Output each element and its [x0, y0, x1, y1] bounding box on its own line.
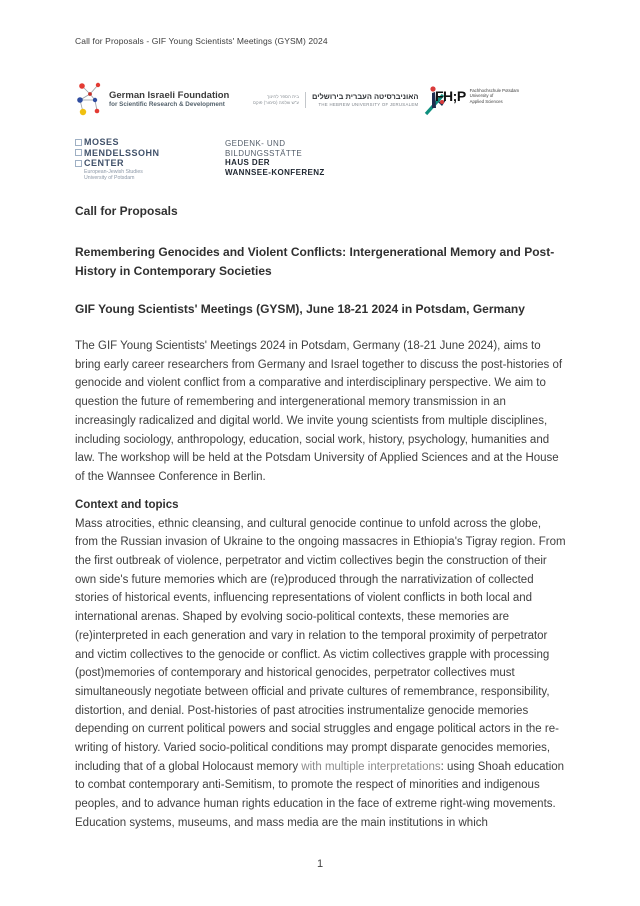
- huji-school-text: בית הספר לחינוך ע"ש שלמה (סימור) פוקס: [253, 94, 299, 105]
- muted-phrase: with multiple interpretations: [301, 760, 441, 773]
- page-title: Call for Proposals: [75, 204, 178, 218]
- page-number: 1: [316, 858, 324, 870]
- workshop-title-heading: Remembering Genocides and Violent Conflicts: Intergenerational Memory and Post-History in Contemporary Societies: [75, 245, 555, 278]
- mmz-subtitle-2: University of Potsdam: [84, 175, 135, 182]
- gif-logo: [75, 82, 229, 116]
- wannsee-conference-logo: GEDENK- UND BILDUNGSSTÄTTE HAUS DER WANNSEE-KONFERENZ: [225, 139, 325, 177]
- gif-logo-text: [109, 90, 229, 109]
- fhp-logo: [435, 88, 519, 104]
- fhp-logo-text: Fachhochschule Potsdam University of Applied Sciences: [469, 88, 520, 104]
- huji-name-block: [312, 93, 418, 108]
- context-paragraph: Mass atrocities, ethnic cleansing, and cultural genocide continue to unfold across the globe, from the Russian invasion of Ukraine to the ongoing massacres in Ethiopia's Tigray region. From the first outbreak of violence, perpetrator and victim collectives begin the construction of their own side's future memories which are (re)produced through the narrativization of collected stories of historical events, influencing representations of violent conflicts in both local and international arenas. Shaped by evolving socio-political contexts, these memories are (re)interpreted in each generation and vary in relation to the temporal proximity of perpetrator and victim collectives to the genocide or conflict. As victim collectives grapple with processing (post)memories of contemporary and historical genocides, perpetrator collectives must simultaneously negotiate between official and private cultures of remembrance, responsibility, distortion, and denial. Post-histories of past atrocities instrumentalize genocide memories depending on current political powers and social struggles and engage political actors in the re-writing of history. Varied socio-political conditions may prompt disparate genocides memories, including that of a global Holocaust memory with multiple interpretations: using Shoah education to combat contemporary anti-Semitism, to promote the respect of minorities and indigenous peoples, and to advance human rights education in the face of extreme right-wing movements. Education systems, museums, and mass media are the main institutions in which: [75, 517, 566, 829]
- mmz-square-icon: [75, 149, 82, 156]
- mmz-subtitle-1: European-Jewish Studies: [84, 168, 143, 175]
- huji-name-hebrew: האוניברסיטה העברית בירושלים: [311, 91, 419, 101]
- hebrew-university-logo: [253, 84, 448, 116]
- gif-molecule-icon: [75, 82, 105, 116]
- fhp-wordmark: FH;P: [435, 88, 466, 104]
- event-date-heading: GIF Young Scientists' Meetings (GYSM), June 18-21 2024 in Potsdam, Germany: [75, 302, 525, 316]
- running-header: Call for Proposals - GIF Young Scientists' Meetings (GYSM) 2024: [75, 36, 328, 46]
- gif-logo-subtitle: for Scientific Research & Development: [109, 100, 225, 108]
- gif-logo-title: German Israeli Foundation: [109, 89, 230, 101]
- moses-mendelssohn-center-logo: MOSES MENDELSSOHN CENTER European-Jewish Studies University of Potsdam: [75, 137, 160, 182]
- document-body: [75, 204, 567, 833]
- mmz-square-icon: [75, 160, 82, 167]
- huji-name-english: THE HEBREW UNIVERSITY OF JERUSALEM: [318, 102, 419, 108]
- intro-paragraph: The GIF Young Scientists' Meetings 2024 in Potsdam, Germany (18-21 June 2024), aims to bring early career researchers from Germany and Israel together to discuss the post-histories of genocide and violent conflict from a comparative and interdisciplinary perspective. We aim to question the future of remembering and intergenerational memory transmission in an increasingly radicalized and digital world. We invite young scientists from multiple disciplines, including sociology, anthropology, education, social work, history, psychology, humanities and law. The workshop will be held at the Potsdam University of Applied Sciences and at the House of the Wannsee Conference in Berlin.: [75, 340, 563, 483]
- mmz-square-icon: [75, 139, 82, 146]
- section-heading-context: Context and topics: [75, 498, 179, 511]
- huji-divider: [305, 92, 306, 108]
